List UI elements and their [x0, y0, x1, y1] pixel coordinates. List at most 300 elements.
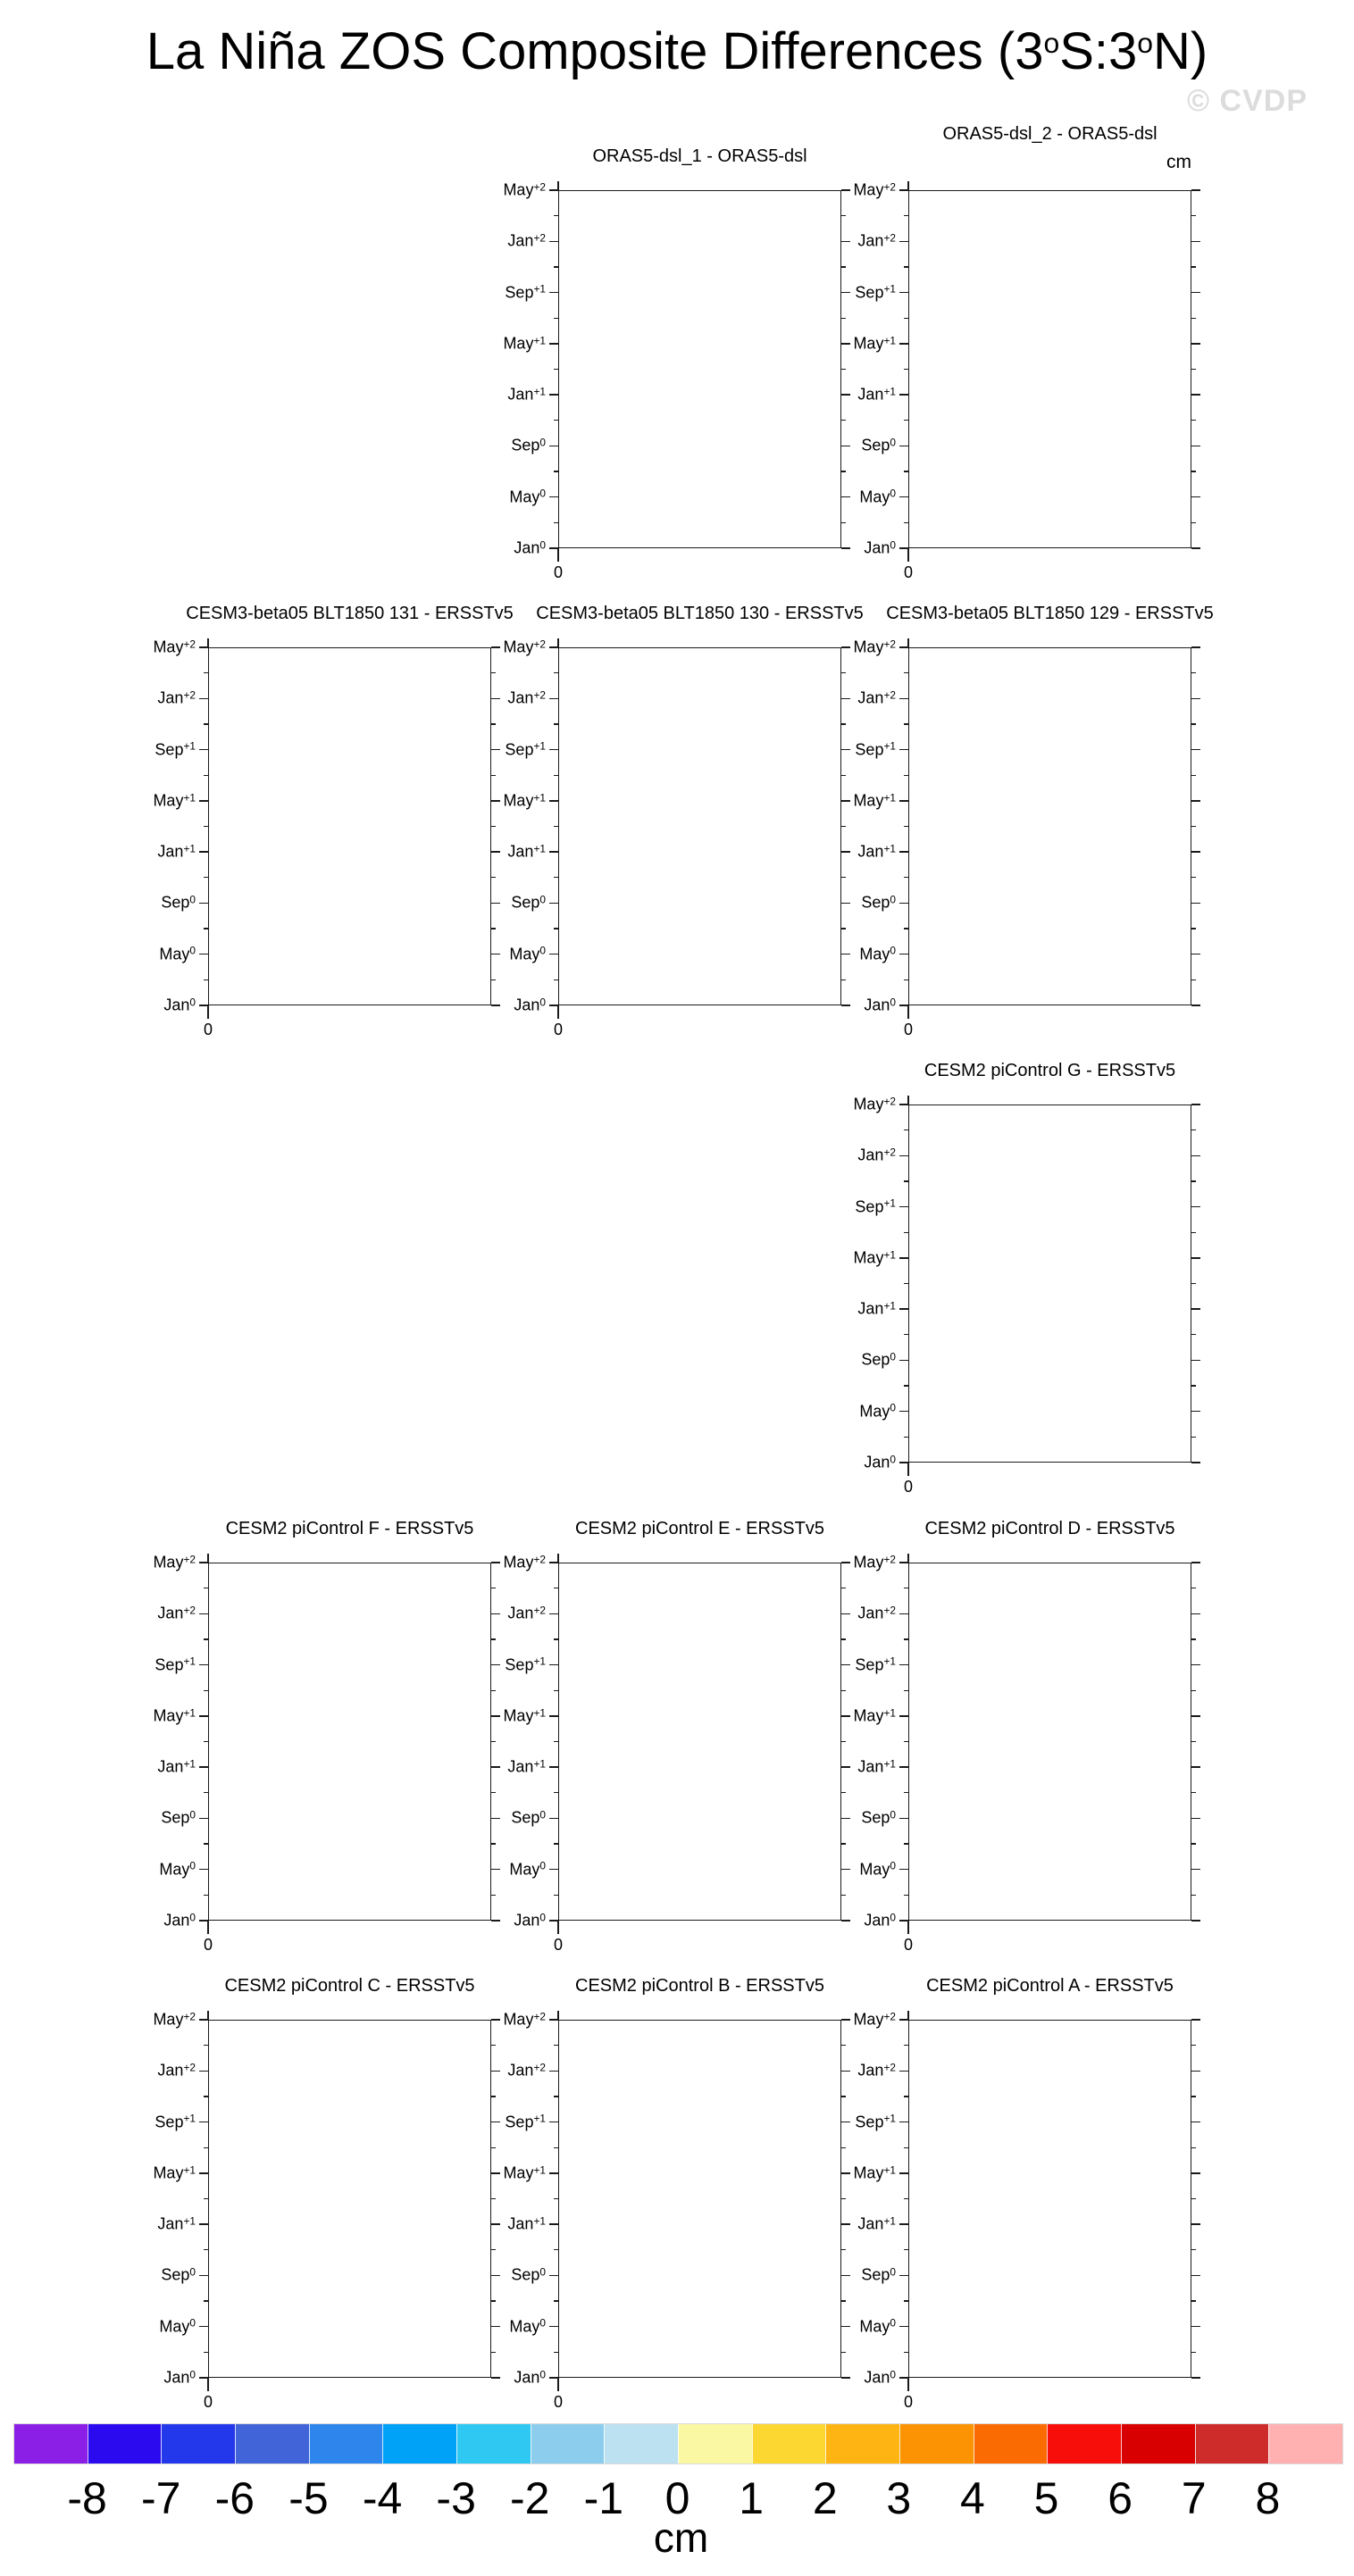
- year-offset-superscript: +2: [533, 1604, 546, 1617]
- major-y-tick-left: [899, 1613, 908, 1614]
- month-label: Jan: [864, 1453, 890, 1471]
- minor-y-tick-right: [1191, 522, 1196, 523]
- panel-title: CESM3-beta05 BLT1850 130 - ERSSTv5: [536, 604, 864, 623]
- panel-frame: [558, 190, 841, 548]
- year-offset-superscript: +1: [533, 385, 546, 398]
- y-tick-label: [157, 1759, 196, 1775]
- major-y-tick-right: [1191, 1562, 1200, 1563]
- minor-y-tick-right: [1191, 1638, 1196, 1639]
- month-label: Jan: [157, 2214, 184, 2233]
- major-y-tick-right: [841, 698, 850, 699]
- month-label: Jan: [163, 996, 190, 1014]
- month-label: Jan: [157, 2061, 184, 2080]
- major-y-tick-left: [899, 1869, 908, 1870]
- y-tick-label: [861, 1810, 896, 1826]
- x-tick-label: 0: [903, 1021, 914, 1038]
- minor-y-tick-right: [841, 318, 846, 319]
- month-label: Jan: [507, 385, 534, 404]
- major-y-tick-right: [1191, 1462, 1200, 1463]
- minor-y-tick-left: [554, 1741, 558, 1742]
- minor-y-tick-right: [1191, 1792, 1196, 1793]
- year-offset-superscript: +1: [883, 1655, 896, 1668]
- major-y-tick-right: [1191, 241, 1200, 242]
- minor-y-tick-right: [1191, 1334, 1196, 1335]
- major-y-tick-right: [1191, 1613, 1200, 1614]
- month-label: Sep: [511, 437, 540, 455]
- major-y-tick-left: [899, 698, 908, 699]
- colorbar-segment: [531, 2424, 605, 2463]
- year-offset-superscript: +1: [883, 1248, 896, 1262]
- y-tick-label: [503, 335, 546, 351]
- major-y-tick-right: [841, 2172, 850, 2173]
- colorbar-segment: [1195, 2424, 1269, 2463]
- month-label: May: [503, 2163, 534, 2182]
- y-tick-label: [505, 2113, 546, 2130]
- major-y-tick-left: [899, 1360, 908, 1361]
- month-label: May: [503, 334, 534, 353]
- year-offset-superscript: +2: [533, 2010, 546, 2023]
- y-tick-label: [507, 1605, 546, 1621]
- minor-y-tick-left: [904, 1437, 908, 1438]
- minor-y-tick-left: [904, 723, 908, 724]
- minor-y-tick-right: [841, 877, 846, 878]
- major-y-tick-right: [491, 2172, 500, 2173]
- colorbar-segment: [604, 2424, 678, 2463]
- minor-y-tick-left: [904, 775, 908, 776]
- month-label: Jan: [514, 1911, 540, 1930]
- x-axis-zero-tick-bottom: [907, 1463, 908, 1476]
- x-tick-label: 0: [203, 1021, 213, 1038]
- major-y-tick-left: [549, 2275, 558, 2276]
- minor-y-tick-left: [204, 723, 208, 724]
- minor-y-tick-right: [841, 420, 846, 421]
- minor-y-tick-left: [904, 1690, 908, 1691]
- y-tick-label: [857, 1301, 896, 1317]
- y-tick-label: [503, 2164, 546, 2180]
- major-y-tick-right: [841, 1869, 850, 1870]
- minor-y-tick-right: [491, 826, 496, 827]
- year-offset-superscript: +2: [533, 638, 546, 651]
- month-label: Sep: [155, 2113, 184, 2131]
- major-y-tick-right: [1191, 1155, 1200, 1156]
- year-offset-superscript: +1: [183, 1706, 196, 1720]
- year-offset-superscript: 0: [890, 1350, 896, 1363]
- y-tick-label: [507, 2216, 546, 2232]
- year-offset-superscript: +2: [883, 1095, 896, 1108]
- major-y-tick-left: [199, 1715, 208, 1716]
- colorbar-segment: [825, 2424, 899, 2463]
- major-y-tick-right: [491, 749, 500, 750]
- minor-y-tick-right: [491, 877, 496, 878]
- month-label: Sep: [855, 740, 884, 759]
- month-label: Jan: [507, 2061, 534, 2080]
- minor-y-tick-left: [554, 2300, 558, 2301]
- month-label: May: [853, 180, 884, 199]
- month-label: Jan: [163, 2368, 190, 2387]
- major-y-tick-left: [199, 1562, 208, 1563]
- y-tick-label: [864, 997, 896, 1013]
- x-axis-zero-tick-bottom: [907, 548, 908, 562]
- panel-frame: [208, 647, 491, 1005]
- colorbar-tick-label: 6: [1107, 2473, 1133, 2523]
- title-text: N): [1153, 22, 1208, 80]
- year-offset-superscript: 0: [189, 2316, 196, 2330]
- major-y-tick-left: [199, 2223, 208, 2224]
- minor-y-tick-left: [904, 369, 908, 370]
- colorbar-tick-label: 8: [1255, 2473, 1281, 2523]
- year-offset-superscript: 0: [189, 1859, 196, 1872]
- year-offset-superscript: +1: [533, 791, 546, 804]
- major-y-tick-right: [1191, 2071, 1200, 2072]
- month-label: Sep: [861, 437, 890, 455]
- colorbar-tick-label: 0: [664, 2473, 690, 2523]
- y-tick-label: [155, 1656, 196, 1672]
- major-y-tick-left: [899, 903, 908, 904]
- title-text: La Niña ZOS Composite Differences (3: [146, 22, 1044, 80]
- y-tick-label: [507, 233, 546, 249]
- y-tick-label: [853, 1249, 896, 1265]
- minor-y-tick-right: [491, 672, 496, 673]
- panel-title: ORAS5-dsl_1 - ORAS5-dsl: [592, 146, 807, 166]
- major-y-tick-right: [841, 292, 850, 293]
- minor-y-tick-right: [1191, 775, 1196, 776]
- colorbar-tick-label: -4: [362, 2473, 403, 2523]
- major-y-tick-right: [841, 2275, 850, 2276]
- month-label: May: [853, 1248, 884, 1267]
- minor-y-tick-left: [904, 877, 908, 878]
- year-offset-superscript: 0: [539, 996, 546, 1009]
- x-tick-label: 0: [553, 1021, 564, 1038]
- year-offset-superscript: +1: [883, 1196, 896, 1210]
- minor-y-tick-right: [491, 2147, 496, 2148]
- month-label: Jan: [857, 1146, 884, 1164]
- minor-y-tick-left: [204, 2352, 208, 2353]
- major-y-tick-left: [549, 241, 558, 242]
- major-y-tick-left: [199, 2377, 208, 2378]
- month-label: May: [853, 638, 884, 656]
- x-axis-zero-tick-bottom: [207, 2378, 208, 2391]
- colorbar-segment: [14, 2424, 88, 2463]
- minor-y-tick-left: [204, 928, 208, 929]
- month-label: May: [503, 2010, 534, 2029]
- major-y-tick-left: [549, 189, 558, 190]
- year-offset-superscript: +2: [883, 2061, 896, 2074]
- y-tick-label: [157, 2216, 196, 2232]
- y-tick-label: [853, 2012, 896, 2028]
- y-tick-label: [157, 1605, 196, 1621]
- y-tick-label: [153, 2164, 196, 2180]
- year-offset-superscript: +2: [183, 2061, 196, 2074]
- plot-panel: [853, 1519, 1191, 1954]
- month-label: Jan: [857, 1757, 884, 1776]
- year-offset-superscript: +2: [183, 1553, 196, 1566]
- y-tick-label: [857, 1759, 896, 1775]
- y-tick-label: [853, 2164, 896, 2180]
- y-tick-label: [857, 387, 896, 403]
- title-superscript: o: [1137, 27, 1154, 60]
- colorbar-segment: [899, 2424, 974, 2463]
- minor-y-tick-left: [554, 2352, 558, 2353]
- x-axis-zero-tick-bottom: [207, 1005, 208, 1019]
- y-tick-label: [161, 895, 196, 911]
- panel-title: CESM2 piControl E - ERSSTv5: [575, 1519, 824, 1538]
- major-y-tick-right: [1191, 1715, 1200, 1716]
- minor-y-tick-left: [904, 318, 908, 319]
- panel-title: CESM3-beta05 BLT1850 131 - ERSSTv5: [186, 604, 514, 623]
- y-tick-label: [853, 639, 896, 655]
- month-label: Sep: [855, 1655, 884, 1674]
- major-y-tick-right: [1191, 292, 1200, 293]
- major-y-tick-left: [199, 2172, 208, 2173]
- y-tick-label: [857, 2063, 896, 2079]
- major-y-tick-left: [199, 954, 208, 955]
- year-offset-superscript: 0: [189, 2265, 196, 2279]
- colorbar-segment: [1268, 2424, 1342, 2463]
- major-y-tick-left: [549, 749, 558, 750]
- panel-title: CESM2 piControl C - ERSSTv5: [224, 1976, 475, 1996]
- year-offset-superscript: +1: [533, 1706, 546, 1720]
- minor-y-tick-left: [904, 1843, 908, 1844]
- major-y-tick-right: [1191, 1818, 1200, 1819]
- y-tick-label: [855, 2113, 896, 2130]
- year-offset-superscript: 0: [189, 1911, 196, 1924]
- colorbar-segment: [235, 2424, 309, 2463]
- minor-y-tick-left: [904, 826, 908, 827]
- month-label: Sep: [155, 1655, 184, 1674]
- y-tick-label: [853, 335, 896, 351]
- y-tick-label: [861, 2267, 896, 2283]
- minor-y-tick-left: [554, 928, 558, 929]
- year-offset-superscript: 0: [189, 996, 196, 1009]
- major-y-tick-left: [899, 2326, 908, 2327]
- x-axis-zero-tick-bottom: [207, 1921, 208, 1934]
- major-y-tick-left: [899, 1818, 908, 1819]
- month-label: May: [509, 1860, 540, 1879]
- minor-y-tick-left: [204, 1792, 208, 1793]
- year-offset-superscript: +1: [533, 2214, 546, 2228]
- year-offset-superscript: 0: [189, 2368, 196, 2381]
- year-offset-superscript: +2: [883, 180, 896, 194]
- minor-y-tick-right: [1191, 1437, 1196, 1438]
- y-tick-label: [153, 792, 196, 808]
- colorbar-tick-label: 7: [1181, 2473, 1207, 2523]
- year-offset-superscript: +1: [883, 282, 896, 296]
- colorbar-tick-label: -3: [436, 2473, 476, 2523]
- minor-y-tick-right: [1191, 1843, 1196, 1844]
- y-tick-label: [857, 1605, 896, 1621]
- year-offset-superscript: +1: [183, 2112, 196, 2125]
- plot-panel: [853, 124, 1191, 581]
- year-offset-superscript: +1: [183, 791, 196, 804]
- month-label: May: [859, 488, 890, 506]
- x-tick-label: 0: [203, 2393, 213, 2411]
- panel-title: ORAS5-dsl_2 - ORAS5-dsl: [942, 124, 1158, 144]
- month-label: Jan: [514, 996, 540, 1014]
- major-y-tick-left: [549, 2377, 558, 2378]
- major-y-tick-left: [899, 1766, 908, 1767]
- y-tick-label: [507, 690, 546, 706]
- minor-y-tick-right: [1191, 266, 1196, 267]
- major-y-tick-right: [1191, 1766, 1200, 1767]
- major-y-tick-right: [1191, 343, 1200, 344]
- plot-panel: [853, 604, 1214, 1038]
- minor-y-tick-left: [904, 1385, 908, 1386]
- colorbar-segment: [1121, 2424, 1195, 2463]
- major-y-tick-right: [491, 800, 500, 801]
- minor-y-tick-left: [554, 522, 558, 523]
- y-tick-label: [857, 690, 896, 706]
- major-y-tick-right: [1191, 954, 1200, 955]
- y-tick-label: [511, 1810, 546, 1826]
- major-y-tick-left: [899, 851, 908, 852]
- x-tick-label: 0: [903, 563, 914, 581]
- y-tick-label: [864, 540, 896, 556]
- y-tick-label: [864, 1455, 896, 1471]
- major-y-tick-right: [1191, 2019, 1200, 2020]
- year-offset-superscript: 0: [539, 1911, 546, 1924]
- minor-y-tick-right: [491, 2352, 496, 2353]
- y-tick-label: [853, 792, 896, 808]
- month-label: Jan: [857, 1604, 884, 1622]
- month-label: Sep: [855, 283, 884, 302]
- year-offset-superscript: 0: [189, 944, 196, 957]
- y-tick-label: [153, 2012, 196, 2028]
- year-offset-superscript: +2: [883, 688, 896, 702]
- year-offset-superscript: 0: [890, 1401, 896, 1414]
- minor-y-tick-right: [841, 928, 846, 929]
- plot-panel: [503, 1519, 841, 1954]
- major-y-tick-right: [841, 749, 850, 750]
- year-offset-superscript: 0: [890, 1859, 896, 1872]
- colorbar-segment: [752, 2424, 826, 2463]
- minor-y-tick-left: [904, 1232, 908, 1233]
- y-tick-label: [507, 1759, 546, 1775]
- month-label: Jan: [157, 1604, 184, 1622]
- minor-y-tick-right: [841, 215, 846, 216]
- panel-frame: [558, 2020, 841, 2378]
- year-offset-superscript: +1: [883, 1757, 896, 1771]
- year-offset-superscript: +1: [183, 842, 196, 855]
- major-y-tick-right: [491, 2275, 500, 2276]
- minor-y-tick-right: [841, 1895, 846, 1896]
- year-offset-superscript: 0: [539, 1859, 546, 1872]
- year-offset-superscript: +2: [533, 180, 546, 194]
- month-label: Jan: [864, 996, 890, 1014]
- major-y-tick-left: [899, 1257, 908, 1258]
- panel-frame: [908, 1105, 1191, 1463]
- year-offset-superscript: +1: [883, 385, 896, 398]
- title-text: S:3: [1059, 22, 1138, 80]
- y-tick-label: [855, 741, 896, 757]
- year-offset-superscript: +1: [883, 1706, 896, 1720]
- major-y-tick-left: [899, 343, 908, 344]
- year-offset-superscript: +2: [883, 1146, 896, 1159]
- major-y-tick-left: [199, 800, 208, 801]
- month-label: Sep: [855, 1197, 884, 1216]
- y-tick-label: [857, 2216, 896, 2232]
- major-y-tick-left: [199, 851, 208, 852]
- minor-y-tick-left: [554, 2147, 558, 2148]
- minor-y-tick-right: [841, 672, 846, 673]
- y-tick-label: [161, 2267, 196, 2283]
- year-offset-superscript: +2: [183, 1604, 196, 1617]
- minor-y-tick-left: [204, 1741, 208, 1742]
- major-y-tick-right: [841, 1920, 850, 1921]
- major-y-tick-right: [841, 1818, 850, 1819]
- minor-y-tick-left: [904, 1283, 908, 1284]
- minor-y-tick-right: [1191, 2352, 1196, 2353]
- colorbar-segment: [974, 2424, 1048, 2463]
- minor-y-tick-right: [1191, 826, 1196, 827]
- x-axis-zero-tick-bottom: [907, 2378, 908, 2391]
- year-offset-superscript: 0: [890, 1911, 896, 1924]
- year-offset-superscript: +1: [883, 2112, 896, 2125]
- panel-frame: [908, 647, 1191, 1005]
- y-tick-label: [853, 1555, 896, 1571]
- major-y-tick-left: [899, 1411, 908, 1412]
- year-offset-superscript: +1: [533, 334, 546, 347]
- major-y-tick-right: [841, 2223, 850, 2224]
- plot-panel: [503, 1976, 841, 2411]
- y-tick-label: [503, 2012, 546, 2028]
- major-y-tick-right: [491, 1818, 500, 1819]
- minor-y-tick-left: [204, 826, 208, 827]
- month-label: May: [853, 791, 884, 810]
- year-offset-superscript: +1: [183, 1757, 196, 1771]
- minor-y-tick-left: [554, 723, 558, 724]
- y-tick-label: [503, 182, 546, 198]
- major-y-tick-right: [1191, 2377, 1200, 2378]
- minor-y-tick-right: [841, 2249, 846, 2250]
- major-y-tick-left: [549, 2326, 558, 2327]
- major-y-tick-left: [199, 1869, 208, 1870]
- month-label: Sep: [505, 740, 534, 759]
- year-offset-superscript: 0: [890, 436, 896, 449]
- minor-y-tick-right: [1191, 1232, 1196, 1233]
- minor-y-tick-right: [491, 1792, 496, 1793]
- plot-panel: [153, 604, 514, 1038]
- month-label: May: [153, 1553, 184, 1571]
- month-label: May: [859, 1402, 890, 1421]
- major-y-tick-right: [491, 851, 500, 852]
- colorbar-segment: [382, 2424, 456, 2463]
- minor-y-tick-left: [904, 928, 908, 929]
- year-offset-superscript: +1: [883, 791, 896, 804]
- year-offset-superscript: +2: [183, 2010, 196, 2023]
- minor-y-tick-right: [841, 1792, 846, 1793]
- major-y-tick-right: [1191, 749, 1200, 750]
- major-y-tick-left: [549, 1766, 558, 1767]
- major-y-tick-left: [199, 2071, 208, 2072]
- minor-y-tick-left: [204, 2249, 208, 2250]
- major-y-tick-right: [1191, 1257, 1200, 1258]
- minor-y-tick-left: [204, 2096, 208, 2097]
- month-label: Jan: [507, 2214, 534, 2233]
- major-y-tick-left: [549, 646, 558, 647]
- major-y-tick-left: [549, 394, 558, 395]
- month-label: May: [153, 2010, 184, 2029]
- y-tick-label: [507, 387, 546, 403]
- major-y-tick-right: [841, 2019, 850, 2020]
- major-y-tick-left: [549, 1664, 558, 1665]
- x-tick-label: 0: [553, 1936, 564, 1954]
- minor-y-tick-left: [204, 775, 208, 776]
- major-y-tick-right: [841, 343, 850, 344]
- year-offset-superscript: +1: [533, 739, 546, 753]
- year-offset-superscript: +1: [883, 334, 896, 347]
- y-tick-label: [511, 895, 546, 911]
- major-y-tick-right: [1191, 2275, 1200, 2276]
